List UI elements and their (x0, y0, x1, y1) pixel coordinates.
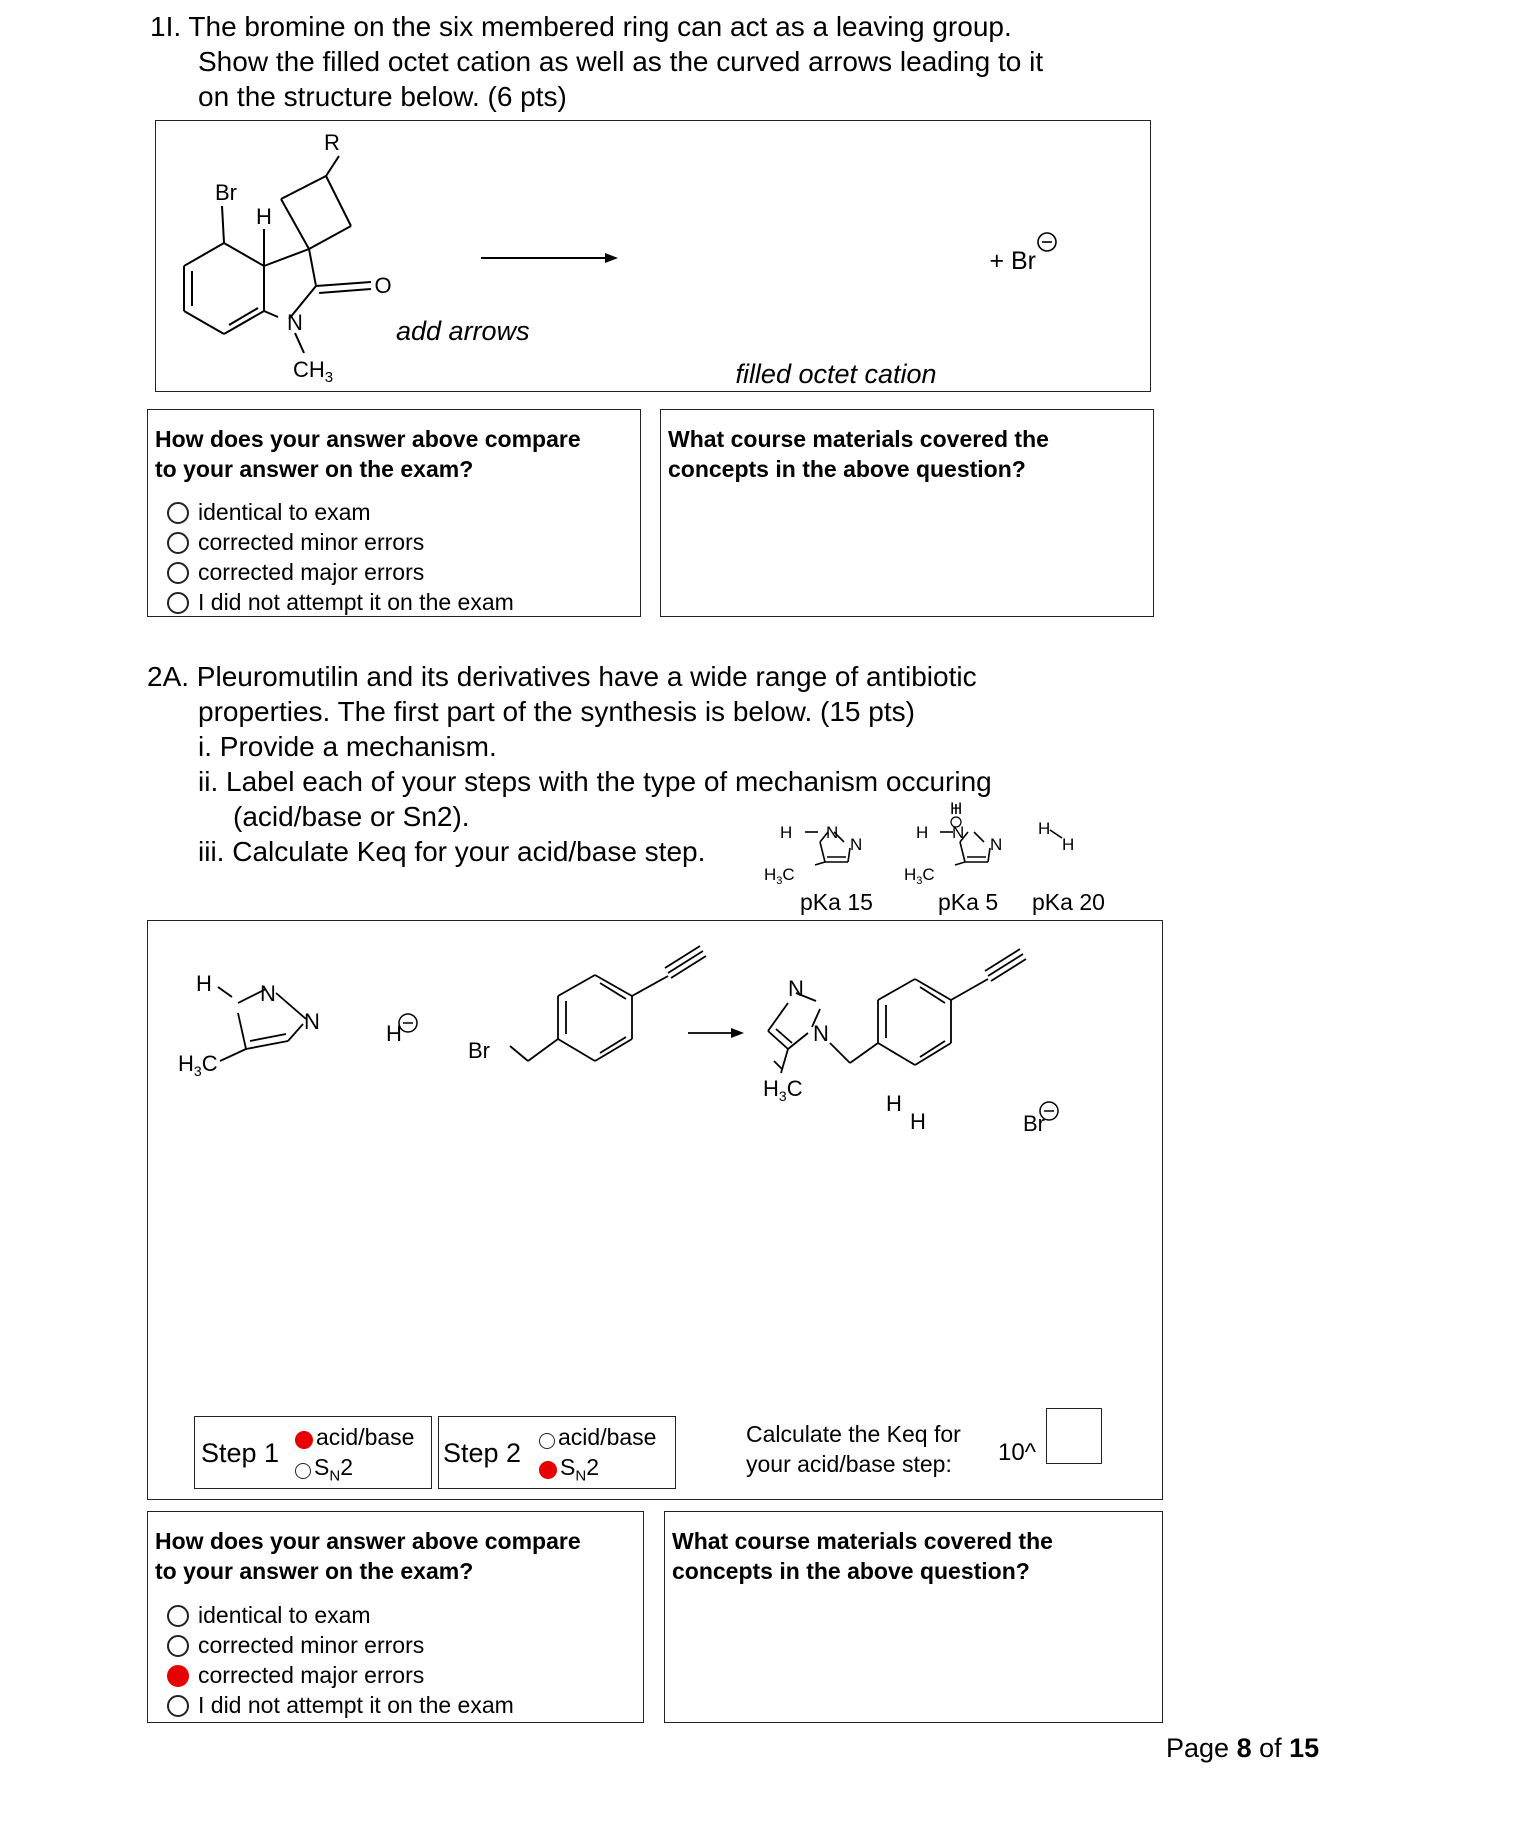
q2-line1: 2A. Pleuromutilin and its derivatives have a wide range of antibiotic (147, 661, 977, 692)
q1-compare-q2: to your answer on the exam? (155, 456, 474, 482)
q2-h-label-1: H (196, 971, 212, 996)
pka-20: pKa 20 (1032, 889, 1105, 915)
q1-line3: on the structure below. (6 pts) (198, 81, 567, 112)
keq-prefix: 10^ (998, 1439, 1036, 1466)
q2-option-identical[interactable]: identical to exam (167, 1601, 371, 1629)
q1-bromide-product: + Br (989, 247, 1036, 275)
pka-h-2: H (916, 823, 929, 842)
step1-box (194, 1416, 432, 1489)
q2-materials-q1: What course materials covered the (672, 1528, 1053, 1554)
pka-n-1b: N (850, 835, 863, 854)
q1-ch3-label: $CH_3$ (292, 357, 334, 386)
pka-h-1: H (780, 823, 793, 842)
q2-line2: properties. The first part of the synthesis is below. (15 pts) (198, 696, 915, 727)
pka-h3c-2: $H_3C$ (904, 865, 935, 887)
q1-br-label: Br (215, 180, 237, 205)
q2-materials-box[interactable] (664, 1511, 1163, 1723)
q2-n-label-3: N (788, 976, 804, 1001)
keq-prompt (746, 1419, 961, 1479)
q2-n-label-1: N (260, 981, 276, 1006)
q1-materials-q2: concepts in the above question? (668, 456, 1026, 482)
q1-answer-box[interactable] (155, 120, 1151, 392)
q1-materials-q1: What course materials covered the (668, 426, 1049, 452)
q2-line4: ii. Label each of your steps with the type of mechanism occuring (198, 766, 992, 797)
q1-compare-box (147, 409, 641, 617)
step1-option-acid-base[interactable]: acid/base (295, 1423, 414, 1451)
q1-n-label: N (287, 310, 303, 335)
pka-h-3a: H (1038, 819, 1051, 838)
radio-icon[interactable] (539, 1433, 555, 1449)
q1-filled-octet-label: filled octet cation (735, 359, 937, 389)
pka-5: pKa 5 (938, 889, 999, 915)
pka-h-2top: H (950, 799, 963, 818)
q2-br-label-2: Br (1023, 1111, 1045, 1136)
q2-compare-box (147, 1511, 644, 1723)
pka-reference-structures (760, 800, 1160, 920)
radio-icon[interactable] (167, 1635, 189, 1657)
pka-n-2b: N (990, 835, 1003, 854)
pka-15: pKa 15 (800, 889, 873, 915)
q1-o-label: O (374, 273, 392, 298)
radio-icon[interactable] (167, 592, 189, 614)
radio-icon[interactable] (295, 1463, 311, 1479)
step1-option-sn2[interactable]: $S_N2$ (295, 1453, 353, 1491)
q2-line5: (acid/base or Sn2). (233, 801, 470, 832)
q1-structure (156, 121, 1152, 393)
q2-hydride-h: H (386, 1021, 402, 1046)
q1-add-arrows: add arrows (396, 316, 530, 346)
q1-compare-q1: How does your answer above compare (155, 426, 581, 452)
q2-reaction-scheme (148, 921, 1164, 1136)
step2-option-sn2[interactable]: $S_N2$ (539, 1453, 599, 1491)
step2-option-acid-base[interactable]: acid/base (539, 1423, 656, 1451)
q1-h-label: H (256, 204, 272, 229)
radio-icon[interactable] (167, 562, 189, 584)
keq-line2: your acid/base step: (746, 1451, 952, 1477)
radio-icon[interactable] (167, 502, 189, 524)
q1-line1: 1I. The bromine on the six membered ring can act as a leaving group. (150, 11, 1012, 42)
keq-exponent-input[interactable] (1046, 1408, 1102, 1464)
radio-icon[interactable] (167, 1605, 189, 1627)
q2-n-label-2: N (304, 1009, 320, 1034)
q1-option-not-attempted[interactable]: I did not attempt it on the exam (167, 588, 514, 616)
q2-br-label-1: Br (468, 1038, 490, 1063)
q2-line6: iii. Calculate Keq for your acid/base step. (198, 836, 706, 867)
q1-r-label: R (324, 130, 340, 155)
q1-option-minor[interactable]: corrected minor errors (167, 528, 424, 556)
pka-n-2a: N (952, 823, 965, 842)
q1-prompt (150, 9, 1150, 114)
q2-h3c-label-1: $H_3C$ (178, 1051, 218, 1079)
q1-line2: Show the filled octet cation as well as the curved arrows leading to it (198, 46, 1044, 77)
q1-materials-box[interactable] (660, 409, 1154, 617)
radio-icon[interactable] (167, 1695, 189, 1717)
q1-option-identical[interactable]: identical to exam (167, 498, 371, 526)
q2-option-minor[interactable]: corrected minor errors (167, 1631, 424, 1659)
keq-line1: Calculate the Keq for (746, 1421, 961, 1447)
pka-h3c-1: $H_3C$ (764, 865, 795, 887)
radio-icon[interactable] (295, 1431, 313, 1449)
q2-answer-box[interactable] (147, 920, 1163, 1500)
step2-label: Step 2 (443, 1438, 522, 1468)
page-number: Page 8 of 15 (1166, 1733, 1320, 1763)
q2-n-label-4: N (813, 1021, 829, 1046)
radio-selected-icon[interactable] (167, 1665, 189, 1687)
q1-option-major[interactable]: corrected major errors (167, 558, 424, 586)
q2-compare-q2: to your answer on the exam? (155, 1558, 474, 1584)
q2-line3: i. Provide a mechanism. (198, 731, 497, 762)
q2-option-major[interactable]: corrected major errors (167, 1661, 424, 1689)
radio-icon[interactable] (539, 1461, 557, 1479)
q2-h2-b: H (910, 1109, 926, 1134)
q2-compare-q1: How does your answer above compare (155, 1528, 581, 1554)
radio-icon[interactable] (167, 532, 189, 554)
pka-n-1a: N (826, 823, 839, 842)
q2-h3c-label-2: $H_3C$ (763, 1076, 803, 1104)
q2-h2-a: H (886, 1091, 902, 1116)
q2-materials-q2: concepts in the above question? (672, 1558, 1030, 1584)
step2-box (438, 1416, 676, 1489)
step1-label: Step 1 (201, 1438, 280, 1468)
pka-h-3b: H (1062, 835, 1075, 854)
q2-option-not-attempted[interactable]: I did not attempt it on the exam (167, 1691, 514, 1719)
